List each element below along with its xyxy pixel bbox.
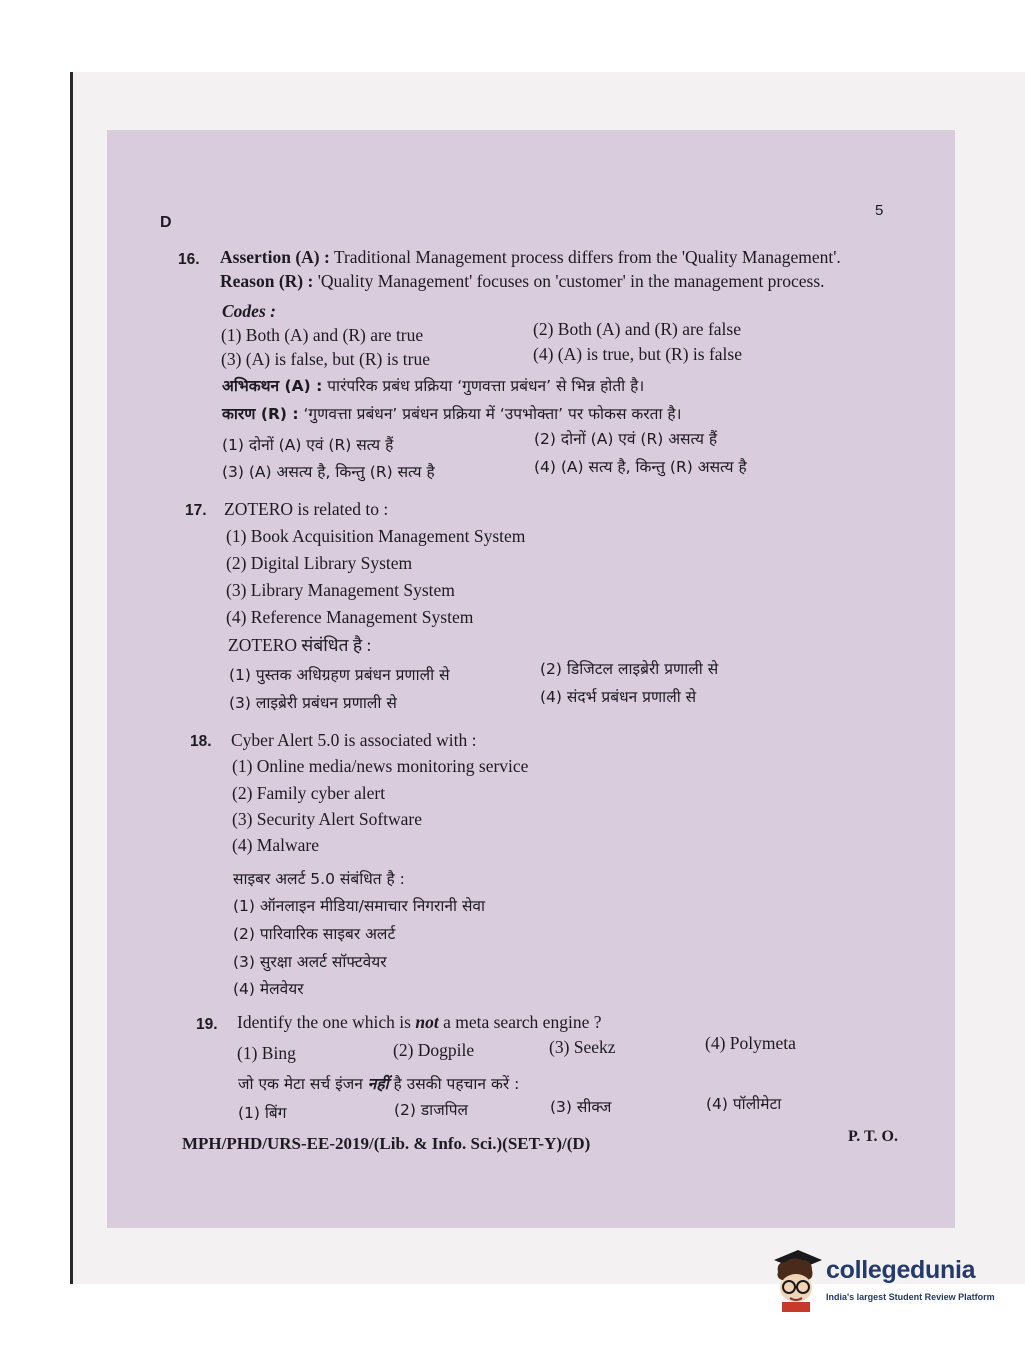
option-3: (3) (A) is false, but (R) is true [221,349,430,369]
option-2: (2) Family cyber alert [232,783,386,803]
option-hindi-3: (3) सीक्ज [550,1098,612,1116]
option-hindi-2: (2) दोनों (A) एवं (R) असत्य हैं [534,430,718,448]
option-2: (2) Dogpile [393,1040,475,1060]
question-stem [237,1009,601,1035]
option-hindi-3: (3) सुरक्षा अलर्ट सॉफ्टवेयर [233,953,387,971]
please-turn-over: P. T. O. [848,1128,898,1145]
brand-name: collegedunia [826,1256,976,1284]
option-hindi-2: (2) डिजिटल लाइब्रेरी प्रणाली से [540,660,719,678]
option-1: (1) Bing [237,1043,296,1063]
question-stem-hindi [238,1071,519,1097]
question-stem-hindi: ZOTERO संबंधित है : [228,635,372,655]
option-hindi-4: (4) संदर्भ प्रबंधन प्रणाली से [540,688,697,706]
assertion-label: Assertion (A) : [220,247,330,267]
option-2: (2) Digital Library System [226,553,413,573]
paper-code: MPH/PHD/URS-EE-2019/(Lib. & Info. Sci.)(SET-Y)/(D) [182,1134,591,1153]
option-2: (2) Both (A) and (R) are false [533,319,741,339]
option-hindi-1: (1) पुस्तक अधिग्रहण प्रबंधन प्रणाली से [229,666,450,684]
option-hindi-1: (1) दोनों (A) एवं (R) सत्य हैं [222,436,394,454]
reason-label: Reason (R) : [220,271,314,291]
option-4: (4) Reference Management System [226,607,474,627]
option-hindi-1: (1) ऑनलाइन मीडिया/समाचार निगरानी सेवा [233,897,486,915]
option-1: (1) Book Acquisition Management System [226,526,526,546]
graduate-mascot-icon [768,1248,824,1312]
option-1: (1) Both (A) and (R) are true [221,325,424,345]
option-3: (3) Security Alert Software [232,809,423,829]
option-hindi-4: (4) मेलवेयर [233,980,304,998]
option-hindi-1: (1) बिंग [238,1104,287,1122]
option-1: (1) Online media/news monitoring service [232,756,529,776]
question-stem: Cyber Alert 5.0 is associated with : [231,730,477,750]
stem-hindi-emphasis: नहीं [367,1075,389,1093]
reason-text: 'Quality Management' focuses on 'customer' in the management process. [313,271,825,291]
question-number: 17. [185,502,207,519]
reason-hindi-line [222,401,682,427]
stem-suffix: a meta search engine ? [438,1012,602,1032]
stem-hindi-suffix: है उसकी पहचान करें : [388,1075,520,1093]
assertion-hindi-text: पारंपरिक प्रबंध प्रक्रिया ‘गुणवत्ता प्रबंधन’ से भिन्न होती है। [322,377,645,395]
stem-hindi-prefix: जो एक मेटा सर्च इंजन [238,1075,368,1093]
option-3: (3) Library Management System [226,580,455,600]
reason-line [220,268,825,294]
set-letter: D [160,214,172,231]
stem-prefix: Identify the one which is [237,1012,416,1032]
option-hindi-2: (2) डाजपिल [394,1101,469,1119]
option-hindi-3: (3) लाइब्रेरी प्रबंधन प्रणाली से [229,694,397,712]
reason-hindi-text: ‘गुणवत्ता प्रबंधन’ प्रबंधन प्रक्रिया में ‘उपभोक्ता’ पर फोकस करता है। [298,405,682,423]
collegedunia-watermark [768,1248,998,1318]
question-number: 18. [190,733,212,750]
assertion-hindi-label: अभिकथन (A) : [222,377,323,395]
option-hindi-4: (4) पॉलीमेटा [706,1095,782,1113]
question-number: 19. [196,1016,218,1033]
assertion-hindi-line [222,373,644,399]
question-stem: ZOTERO is related to : [224,499,389,519]
assertion-text: Traditional Management process differs from the 'Quality Management'. [329,247,841,267]
stem-emphasis: not [415,1012,439,1032]
option-4: (4) Malware [232,835,319,855]
brand-tagline: India's largest Student Review Platform [826,1292,995,1302]
assertion-line [220,244,841,270]
page-number: 5 [875,202,884,219]
option-4: (4) Polymeta [705,1033,796,1053]
option-3: (3) Seekz [549,1037,616,1057]
codes-label: Codes : [222,301,276,321]
reason-hindi-label: कारण (R) : [222,405,299,423]
option-4: (4) (A) is true, but (R) is false [533,344,742,364]
question-stem-hindi: साइबर अलर्ट 5.0 संबंधित है : [233,870,405,888]
option-hindi-3: (3) (A) असत्य है, किन्तु (R) सत्य है [222,463,435,481]
option-hindi-4: (4) (A) सत्य है, किन्तु (R) असत्य है [534,458,747,476]
option-hindi-2: (2) पारिवारिक साइबर अलर्ट [233,925,396,943]
question-number: 16. [178,251,200,268]
